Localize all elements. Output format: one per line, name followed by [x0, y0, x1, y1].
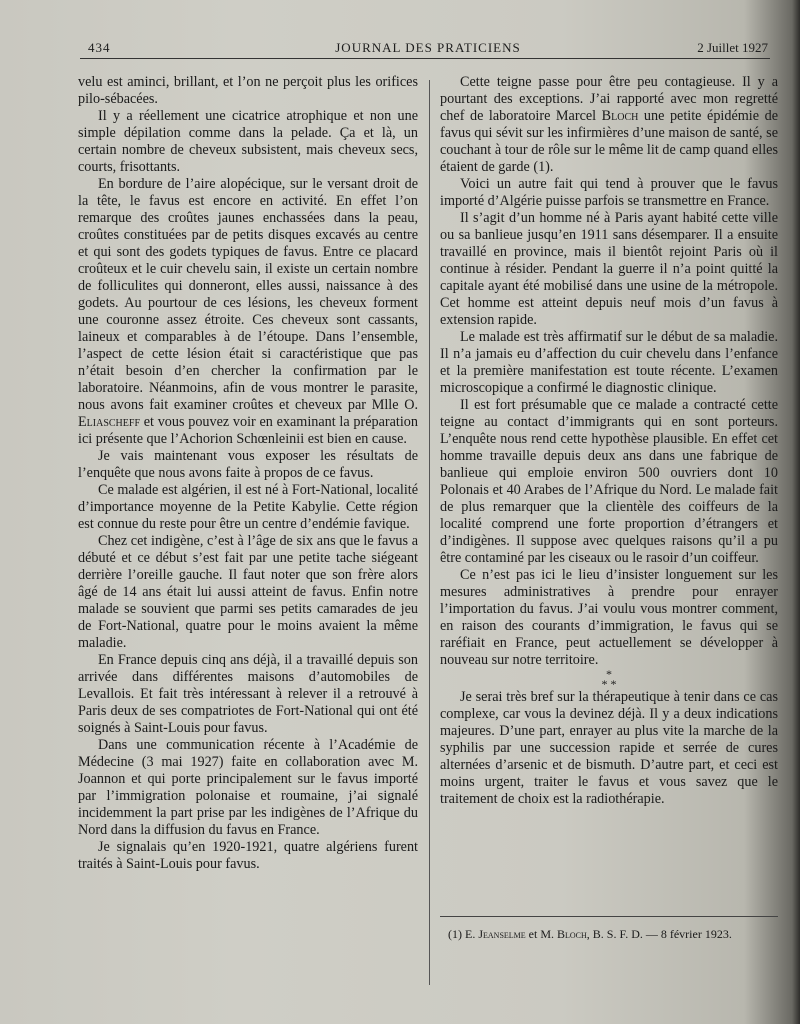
header-rule: [80, 58, 770, 59]
author-name: Bloch: [601, 108, 639, 124]
paragraph: Il est fort présumable que ce malade a contracté cette teigne au contact d’immigrants qui en sont porteurs. L’enquête nous rend cette hypothèse plausible. En effet cet homme travaille depuis deux ans dans une fabrique de banlieue qui emploie environ 500 ouvriers dont 10 Polonais et 40 Arabes de l’Afrique du Nord. Le malade fait de plus remarquer que la clientèle des coiffeurs de la localité comprend une forte proportion d’étrangers et d’indigènes. Il suppose avec quelques raisons qu’il a pu être contaminé par les ciseaux ou le rasoir d’un coiffeur.: [440, 397, 778, 566]
right-column: [440, 74, 778, 808]
paragraph-text: et vous pouvez voir en examinant la préparation ici présente que l’Achorion Schœnleinii est bien en cause.: [78, 414, 418, 447]
running-header: [88, 40, 768, 60]
paragraph: Ce malade est algérien, il est né à Fort-National, localité d’importance moyenne de la Petite Kabylie. Cette région est connue du reste pour être un centre d’endémie favique.: [78, 482, 418, 532]
paragraph: Voici un autre fait qui tend à prouver que le favus importé d’Algérie puisse parfois se transmettre en France.: [440, 176, 778, 209]
paragraph: Je vais maintenant vous exposer les résultats de l’enquête que nous avons faite à propos de ce favus.: [78, 448, 418, 481]
paragraph: Il s’agit d’un homme né à Paris ayant habité cette ville ou sa banlieue jusqu’en 1911 sans désemparer. Il a ensuite travaillé en province, mais il bientôt rejoint Paris où il continue à résider. Pendant la guerre il n’a point quitté la capitale ayant été mobilisé dans une usine de la métropole. Cet homme est atteint depuis neuf mois d’un favus à extension rapide.: [440, 210, 778, 328]
footnote-text: [440, 926, 778, 942]
paragraph: Chez cet indigène, c’est à l’âge de six ans que le favus a débuté et ce début s’est fait par une petite tache siégeant derrière l’oreille gauche. Il faut noter que son frère alors âgé de 14 ans était lui aussi atteint de favus. Enfin notre malade se souvient que parmi ses petits camarades de jeu de Fort-National, quatre pour le moins avaient la même maladie.: [78, 533, 418, 651]
page-number: 434: [88, 40, 111, 55]
paragraph-text: En bordure de l’aire alopécique, sur le versant droit de la tête, le favus est encore en activité. En effet l’on remarque des croûtes jaunes enchassées dans la peau, croûtes constituées par de petits disques excavés au centre et qui sont des godets typiques de favus. Entre ce placard croûteux et le cuir chevelu sain, il existe un certain nombre de folliculites qui donneront, elles aussi, naissance à des godets. Au pourtour de ces lésions, les cheveux forment une couronne assez étroite. Ces cheveux sont cassants, laineux et comparables à de l’étoupe. Dans l’ensemble, l’aspect de cette lésion était si caractéristique que pas n’était besoin d’en chercher la confirmation par le laboratoire. Néanmoins, afin de vous montrer le parasite, nous avons fait examiner croûtes et cheveux par Mlle O.: [78, 176, 418, 413]
section-asterism: * * *: [601, 667, 617, 691]
paragraph: Ce n’est pas ici le lieu d’insister longuement sur les mesures administratives à prendre pour enrayer l’importation du favus. J’ai voulu vous montrer comment, en raison des courants d’immigration, le favus qui se raréfiait en France, peut actuellement se développer à nouveau sur notre territoire.: [440, 567, 778, 668]
paragraph: [78, 176, 418, 448]
footnote-conjunction: et M.: [525, 927, 558, 941]
journal-title: JOURNAL DES PRATICIENS: [335, 40, 521, 55]
paragraph: Le malade est très affirmatif sur le début de sa maladie. Il n’a jamais eu d’affection du cuir chevelu dans l’enfance et la première manifestation est toute récente. L’examen microscopique a confirmé le diagnostic clinique.: [440, 329, 778, 396]
paragraph: En France depuis cinq ans déjà, il a travaillé depuis son arrivée dans différentes maisons d’automobiles de Levallois. Et fait très intéressant à relever il a retrouvé à Paris deux de ses compatriotes de Fort-National qui ont été soignés à Saint-Louis pour favus.: [78, 652, 418, 736]
footnote: [440, 926, 778, 942]
footnote-rule: [440, 916, 778, 917]
paragraph: Il y a réellement une cicatrice atrophique et non une simple dépilation comme dans la pelade. Ça et là, un certain nombre de cheveux subsistent, mais cheveux secs, courts, frisottants.: [78, 108, 418, 175]
footnote-prefix: (1) E.: [448, 927, 479, 941]
paragraph: [440, 74, 778, 176]
paragraph-text: une petite épidémie de favus qui sévit sur les infirmières d’une maison de santé, se couchant à tour de rôle sur le même lit de camp quand elles étaient de garde (1).: [440, 108, 778, 175]
paragraph: Je serai très bref sur la thérapeutique à tenir dans ce cas complexe, car vous la devinez déjà. Il y a deux indications majeures. D’une part, enrayer au plus vite la marche de la syphilis par une succession rapide et serrée de cures alternées d’arsenic et de bismuth. D’autre part, et ceci est moins urgent, traiter le favus et vous savez que le traitement de choix est la radiothérapie.: [440, 689, 778, 807]
paragraph: Je signalais qu’en 1920-1921, quatre algériens furent traités à Saint-Louis pour favus.: [78, 839, 418, 872]
footnote-author: Bloch: [557, 927, 587, 941]
author-name: Eliascheff: [78, 414, 141, 430]
paragraph: velu est aminci, brillant, et l’on ne perçoit plus les orifices pilo-sébacées.: [78, 74, 418, 107]
footnote-reference: , B. S. F. D. — 8 février 1923.: [586, 927, 732, 941]
paragraph: Dans une communication récente à l’Académie de Médecine (3 mai 1927) faite en collaboration avec M. Joannon et qui porte principalement sur le favus importé par l’immigration polonaise et roumaine, j’ai signalé incidemment la part prise par les indigènes de l’Afrique du Nord dans la diffusion du favus en France.: [78, 737, 418, 838]
paragraph-text: Cette teigne passe pour être peu contagieuse. Il y a pourtant des exceptions. J’ai rapporté avec mon regretté chef de laboratoire Marcel: [440, 74, 778, 124]
footnote-author: Jeanselme: [478, 927, 526, 941]
column-divider: [429, 80, 430, 985]
issue-date: 2 Juillet 1927: [697, 40, 768, 55]
left-column: [78, 74, 418, 873]
